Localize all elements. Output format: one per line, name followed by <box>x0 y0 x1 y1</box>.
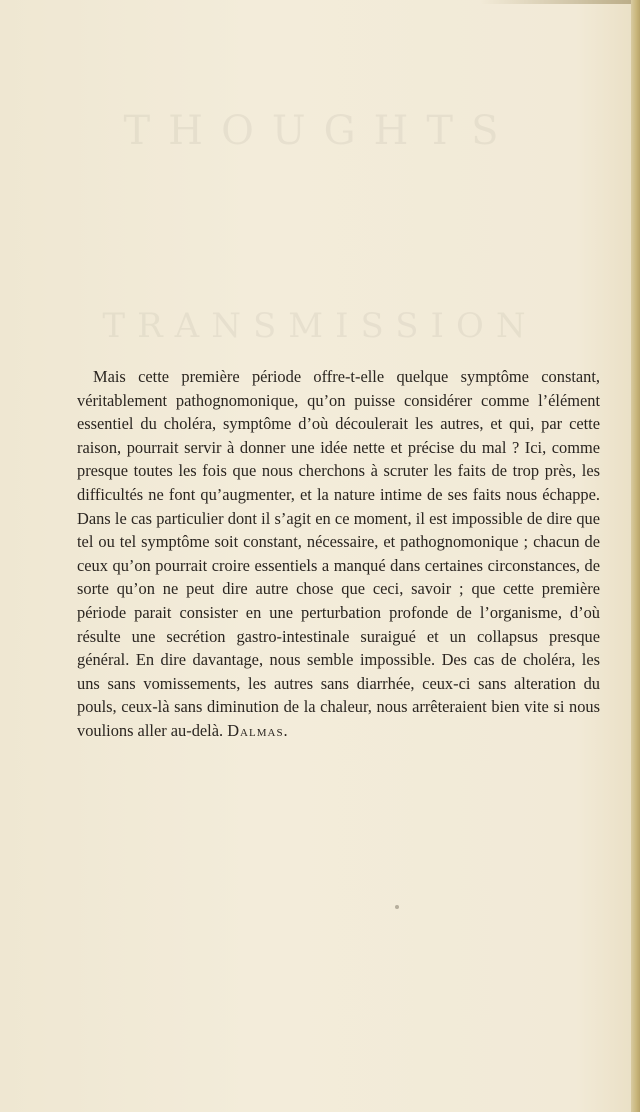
paper-speck <box>395 905 399 909</box>
page-right-edge <box>631 0 640 1112</box>
bleed-through-text-middle <box>0 306 640 346</box>
quotation-author: Dalmas. <box>227 720 289 740</box>
bleed-through-text-top <box>0 108 640 154</box>
paragraph-body: Mais cette première période offre-t-elle quelque symptôme constant, véritablement pathognomonique, qu’on puisse considérer comme l’élément essentiel du choléra, symptôme d’où découlerait les autres, et qui, par cette raison, pourrait servir à donner une idée nette et précise du mal ? Ici, comme presque toutes les fois que nous cherchons à scruter les faits de trop près, les difficultés ne font qu’augmenter, et la nature intime de ses faits nous échappe. Dans le cas particulier dont il s’agit en ce moment, il est impossible de dire que tel ou tel symptôme soit constant, nécessaire, et pathognomonique ; chacun de ceux qu’on pourrait croire essentiels a manqué dans certaines circonstances, de sorte qu’on ne peut dire autre chose que ceci, savoir ; que cette première période parait consister en une perturbation profonde de l’organisme, d’où résulte une secrétion gastro-intestinale suraigué et un collapsus presque général. En dire davantage, nous semble impossible. Des cas de choléra, les uns sans vomissements, les autres sans diarrhée, ceux-ci sans alteration du pouls, ceux-là sans diminution de la chaleur, nous arrêteraient bien vite si nous voulions aller au-delà. <box>77 367 600 740</box>
quotation-paragraph <box>77 365 600 743</box>
page-top-shadow <box>480 0 640 4</box>
